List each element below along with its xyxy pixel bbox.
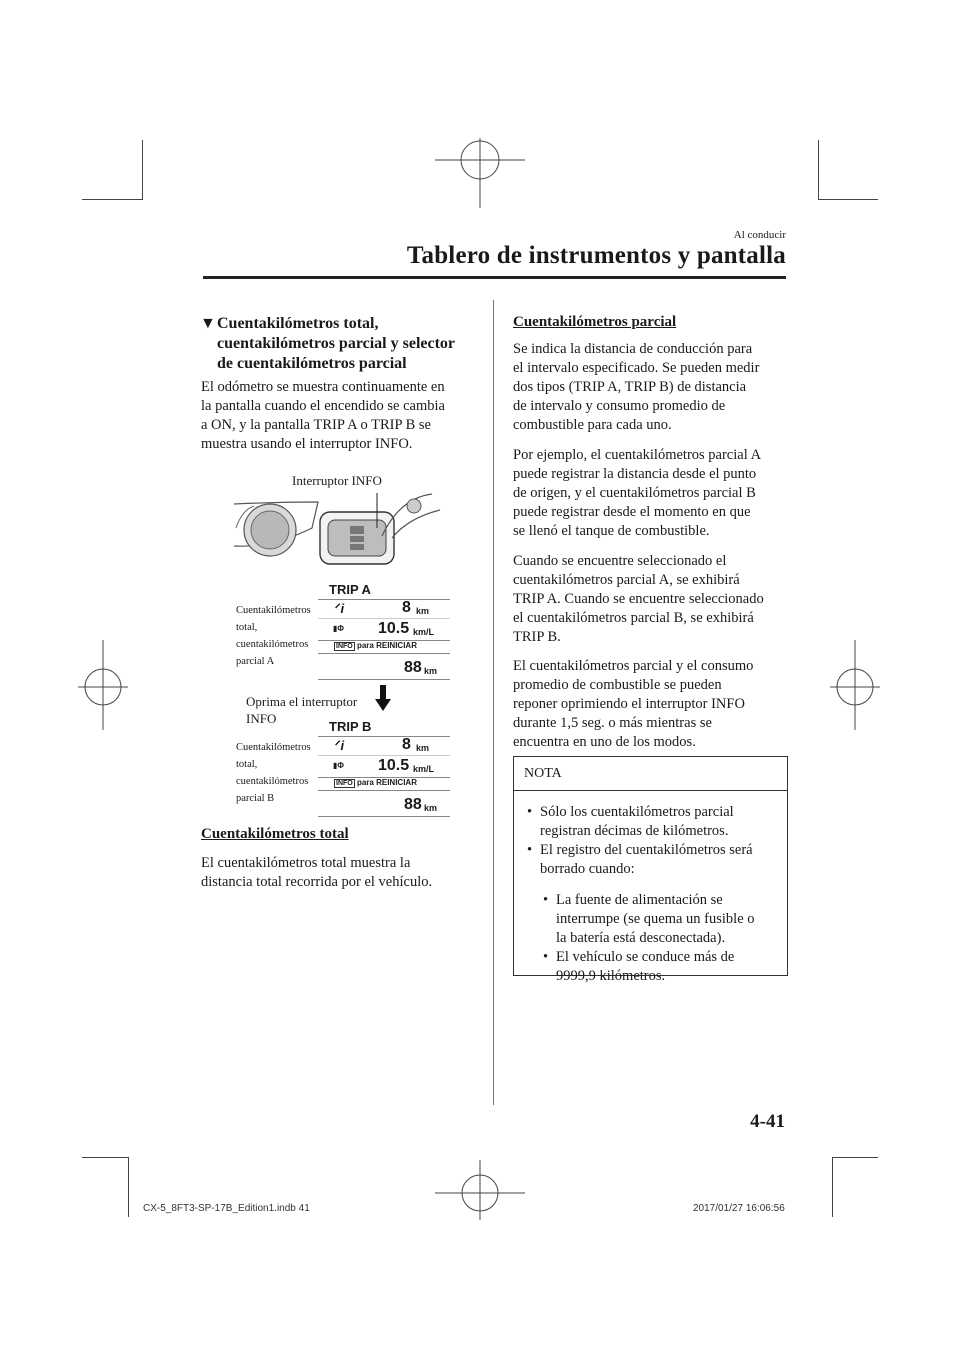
heading-line: cuentakilómetros parcial y selector <box>217 335 456 352</box>
section-heading <box>200 314 490 374</box>
paragraph-2: Por ejemplo, el cuentakilómetros parcial A puede registrar la distancia desde el punto de origen, y el cuentakilómetros parcial B puede registrar desde el momento en que se llenó el tanque de combustible. <box>513 447 762 539</box>
registration-mark-left <box>78 640 128 730</box>
paragraph-4: El cuentakilómetros parcial y el consumo promedio de combustible se pueden reponer oprimiendo el interruptor INFO durante 1,5 seg. o más mientras se encuentra en uno de los modos. <box>513 658 754 750</box>
bullet-icon: • <box>543 949 549 965</box>
intro-paragraph: El odómetro se muestra continuamente en la pantalla cuando el encendido se cambia a ON, y la pantalla TRIP A o TRIP B se muestra usando el interruptor INFO. <box>201 379 445 452</box>
reset-hint: INFO para REINICIAR <box>336 778 417 787</box>
note-box <box>513 756 788 984</box>
trip-meter-figure <box>232 470 472 815</box>
total-odometer-heading: Cuentakilómetros total <box>201 826 349 842</box>
section-label: Al conducir <box>733 229 786 241</box>
note-bullet: • Sólo los cuentakilómetros parcial registran décimas de kilómetros. <box>527 804 734 839</box>
registration-mark-top <box>435 138 525 208</box>
label-trip-a: Cuentakilómetros total, cuentakilómetros parcial A <box>236 605 311 667</box>
header-rule <box>203 276 786 279</box>
arrow-down-icon <box>375 685 391 711</box>
press-info-label: Oprima el interruptor INFO <box>246 694 358 726</box>
heading-line: Cuentakilómetros total, <box>217 315 379 332</box>
crop-mark <box>128 1157 129 1217</box>
footer-file: CX-5_8FT3-SP-17B_Edition1.indb 41 <box>143 1203 310 1214</box>
fuel-economy-icon: ▮Φ <box>333 624 344 633</box>
paragraph-3: Cuando se encuentre seleccionado el cuentakilómetros parcial A, se exhibirá TRIP A. Cuando se encuentre seleccionado el cuentakilómetros parcial B, se exhibirá TRIP B. <box>513 553 764 645</box>
page-number: 4-41 <box>750 1111 785 1132</box>
registration-mark-bottom <box>435 1160 525 1220</box>
fuel-economy-icon: ▮Φ <box>333 761 344 770</box>
crop-mark <box>82 199 143 200</box>
trip-icon: ᐟi <box>335 601 345 616</box>
partial-odometer-heading: Cuentakilómetros parcial <box>513 314 677 330</box>
triangle-marker-icon: ▼ <box>200 315 216 332</box>
crop-mark <box>82 1157 129 1158</box>
trip-a-display: TRIP A ᐟi 8 km ▮Φ 10.5 km/L INFO para REINICIAR 88 km <box>318 580 450 680</box>
crop-mark <box>832 1157 878 1158</box>
crop-mark <box>818 140 819 200</box>
note-title: NOTA <box>514 757 787 791</box>
trip-icon: ᐟi <box>335 738 345 753</box>
bullet-icon: • <box>543 892 549 908</box>
heading-line: de cuentakilómetros parcial <box>217 355 407 372</box>
footer-datetime: 2017/01/27 16:06:56 <box>693 1203 785 1214</box>
crop-mark <box>142 140 143 200</box>
total-odometer-paragraph: El cuentakilómetros total muestra la distancia total recorrida por el vehículo. <box>201 855 433 890</box>
page-title: Tablero de instrumentos y pantalla <box>406 242 786 269</box>
label-trip-b: Cuentakilómetros total, cuentakilómetros parcial B <box>236 742 311 804</box>
dashboard-illustration <box>232 488 444 568</box>
bullet-icon: • <box>527 842 533 858</box>
trip-b-display: TRIP B ᐟi 8 km ▮Φ 10.5 km/L INFO para REINICIAR 88 km <box>318 717 450 817</box>
paragraph-1: Se indica la distancia de conducción para el intervalo especificado. Se pueden medir dos tipos (TRIP A, TRIP B) de distancia de intervalo y consumo promedio de combustible para cada uno. <box>513 341 760 433</box>
note-sub-bullet: • El vehículo se conduce más de 9999,9 kilómetros. <box>543 949 735 984</box>
crop-mark <box>832 1157 833 1217</box>
bullet-icon: • <box>527 804 533 820</box>
info-switch-label: Interruptor INFO <box>292 473 382 488</box>
note-bullet: • El registro del cuentakilómetros será borrado cuando: <box>527 842 753 877</box>
reset-hint: INFO para REINICIAR <box>336 641 417 650</box>
note-sub-bullet: • La fuente de alimentación se interrumpe (se quema un fusible o la batería está desconectada). <box>543 892 755 946</box>
column-divider <box>493 300 494 1105</box>
crop-mark <box>818 199 878 200</box>
registration-mark-right <box>830 640 880 730</box>
